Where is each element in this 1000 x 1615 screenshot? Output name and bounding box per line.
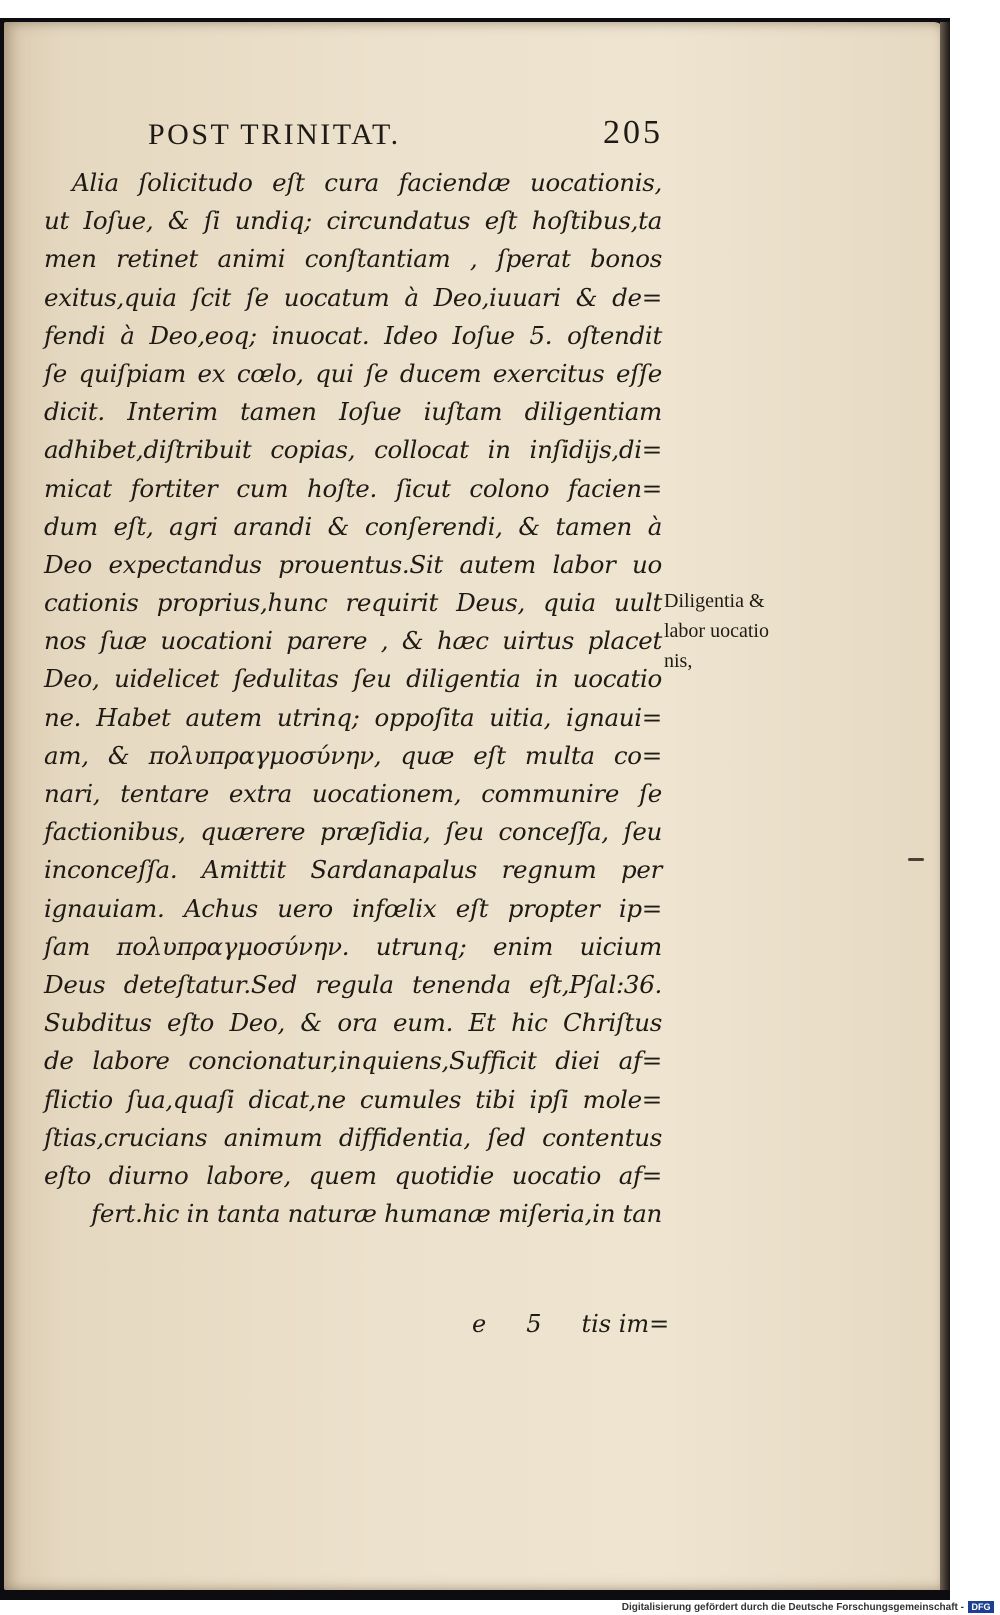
running-head: POST TRINITAT.: [148, 118, 401, 151]
dfg-logo: DFG: [968, 1601, 994, 1613]
text-line: ignauiam. Achus uero infœlix eſt propter ip=: [44, 893, 662, 923]
text-line: ſe quiſpiam ex cœlo, qui ſe ducem exercitus eſſe: [44, 358, 662, 388]
text-line: dicit. Interim tamen Ioſue iuſtam diligentiam: [44, 397, 662, 427]
text-line: Deus deteſtatur.Sed regula tenenda eſt,Pſal:36.: [44, 969, 662, 999]
text-line: Alia ſolicitudo eſt cura faciendæ uocationis,: [72, 168, 662, 197]
text-line: men retinet animi conſtantiam , ſperat bonos: [44, 244, 662, 274]
text-line: Deo expectandus prouentus.Sit autem labor uo: [44, 549, 662, 579]
signature-number: 5: [526, 1310, 542, 1338]
text-line: exitus,quia ſcit ſe uocatum à Deo,iuuari & de=: [44, 282, 662, 312]
text-line: Deo, uidelicet ſedulitas ſeu diligentia in uocatio: [44, 664, 662, 694]
text-line: factionibus, quærere præſidia, ſeu conceſſa, ſeu: [44, 817, 662, 847]
text-line: ut Ioſue, & ſi undiq; circundatus eſt hoſtibus,ta: [44, 206, 662, 236]
margin-note: [664, 586, 814, 676]
page-number: 205: [603, 114, 663, 151]
main-text-block: [44, 164, 662, 1233]
text-line: ſam πολυπραγμοσύνην. utrunq; enim uicium: [44, 931, 662, 961]
text-line: Subditus eſto Deo, & ora eum. Et hic Chriſtus: [44, 1008, 662, 1038]
text-line: ne. Habet autem utrinq; oppoſita uitia, ignaui=: [44, 702, 662, 732]
text-line: inconceſſa. Amittit Sardanapalus regnum per: [44, 855, 662, 885]
margin-note-line: labor uocatio: [664, 620, 769, 642]
text-line: am, & πολυπραγμοσύνην, quæ eſt multa co=: [44, 740, 662, 770]
catchword: tis im=: [581, 1310, 670, 1338]
text-line: nari, tentare extra uocationem, communire ſe: [44, 779, 662, 808]
margin-note-line: nis,: [664, 650, 693, 672]
text-line: ſtias,crucians animum diffidentia, ſed contentus: [44, 1122, 662, 1152]
page-header: [148, 116, 663, 160]
text-line: eſto diurno labore, quem quotidie uocatio af=: [44, 1160, 662, 1190]
ink-mark: [908, 858, 924, 861]
text-line: adhibet,diſtribuit copias, collocat in inſidijs,di=: [44, 435, 662, 465]
text-line: flictio ſua,quaſi dicat,ne cumules tibi ipſi mole=: [44, 1084, 662, 1114]
page-edge-shadow: [940, 22, 950, 1590]
page-footer: [472, 1310, 672, 1338]
text-line: micat fortiter cum hoſte. ſicut colono facien=: [44, 473, 662, 503]
margin-note-line: Diligentia &: [664, 590, 765, 612]
text-line: fendi à Deo,eoq; inuocat. Ideo Ioſue 5. oſtendit: [44, 320, 662, 350]
text-line: fert.hic in tanta naturæ humanæ miſeria,in tan: [91, 1199, 662, 1229]
text-line: dum eſt, agri arandi & conſerendi, & tamen à: [44, 511, 662, 541]
text-line: de labore concionatur,inquiens,Sufficit diei af=: [44, 1046, 662, 1076]
text-line: cationis proprius,hunc requirit Deus, quia uult: [44, 588, 662, 618]
text-line: nos ſuæ uocationi parere , & hæc uirtus placet: [44, 626, 662, 656]
signature-mark: e: [472, 1310, 487, 1338]
digitization-credit: Digitalisierung gefördert durch die Deutsche Forschungsgemeinschaft -: [621, 1602, 964, 1613]
